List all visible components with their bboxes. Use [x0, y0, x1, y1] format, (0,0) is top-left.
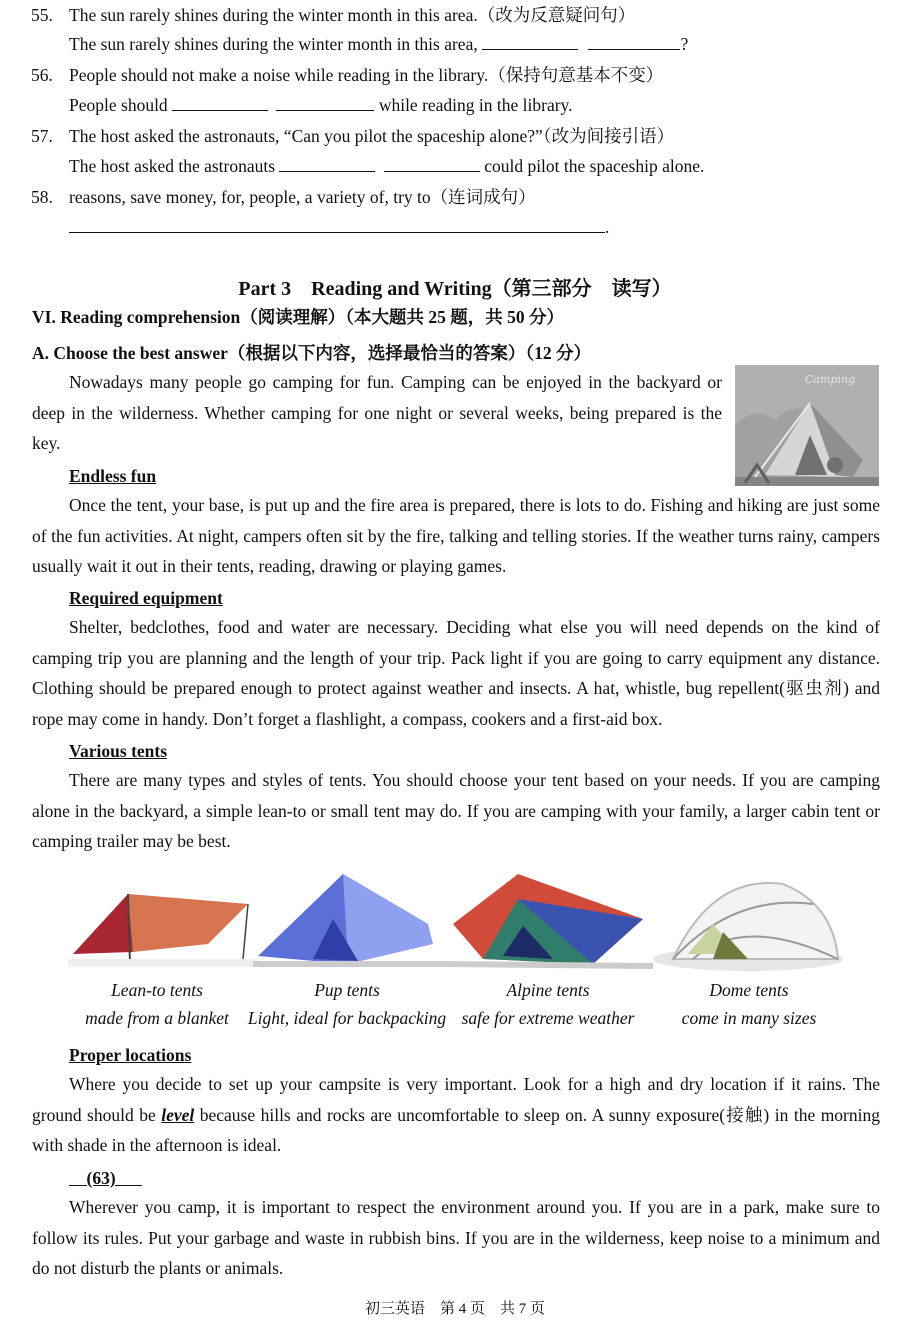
answer-blank[interactable]	[172, 94, 268, 111]
section-title: VI. Reading comprehension（阅读理解）（本大题共 25 题，共 50 分）	[32, 307, 564, 327]
question-text: The sun rarely shines during the winter month in this area.（改为反意疑问句）	[69, 5, 636, 25]
lean-to-tent-image	[68, 894, 258, 967]
heading-endless-fun: Endless fun	[69, 466, 157, 486]
question-number: 56.	[31, 65, 53, 85]
answer-prefix: The host asked the astronauts	[69, 156, 276, 176]
endless-fun-paragraph: Once the tent, your base, is put up and the fire area is prepared, there is lots to do. Fishing and hiking are just some of the fun activities. At night, campers often sit by the fire, talking and telling stories. If the weather turns rainy, campers usually wait it out in their tents, reading, drawing or playing games.	[32, 495, 880, 577]
answer-prefix: People should	[69, 95, 168, 115]
dome-tent-image	[653, 883, 843, 971]
various-tents-paragraph: There are many types and styles of tents. You should choose your tent based on your needs. If you are camping alone in the backyard, a simple lean-to or small tent may do. If you are camping with your family, a larger cabin tent or camping trailer may be best.	[32, 770, 880, 852]
answer-blank[interactable]	[588, 33, 680, 50]
question-text: People should not make a noise while reading in the library.（保持句意基本不变）	[69, 65, 664, 85]
intro-paragraph: Nowadays many people go camping for fun. Camping can be enjoyed in the backyard or deep in the wilderness. Whether camping for one night or several weeks, being prepared is the key.	[32, 372, 722, 454]
heading-various-tents: Various tents	[69, 741, 168, 761]
question-text: The host asked the astronauts, “Can you pilot the spaceship alone?”（改为间接引语）	[69, 126, 675, 146]
tent-illustrations	[68, 864, 843, 974]
tent-description: safe for extreme weather	[461, 1008, 635, 1028]
answer-blank[interactable]	[69, 216, 605, 233]
alpine-tent-image	[443, 874, 653, 966]
final-paragraph: Wherever you camp, it is important to respect the environment around you. If you are in a park, make sure to follow its rules. Put your garbage and waste in rubbish bins. If you are in the wilderness, keep noise to a minimum and do not disturb the plants or animals.	[32, 1197, 880, 1279]
answer-suffix: .	[605, 217, 610, 237]
page-footer: 初三英语 第 4 页 共 7 页	[364, 1301, 545, 1317]
keyword-level: level	[161, 1104, 195, 1125]
question-text: reasons, save money, for, people, a variety of, try to（连词成句）	[69, 187, 536, 207]
heading-proper-locations: Proper locations	[69, 1045, 192, 1065]
part-title: Part 3 Reading and Writing（第三部分 读写）	[238, 278, 672, 300]
answer-blank[interactable]	[482, 33, 578, 50]
tent-name: Pup tents	[314, 980, 380, 1000]
question-number: 55.	[31, 5, 53, 25]
tent-description: made from a blanket	[85, 1008, 229, 1028]
heading-required-equipment: Required equipment	[69, 588, 223, 608]
camping-image	[735, 365, 879, 486]
tent-description: come in many sizes	[681, 1008, 817, 1028]
camping-illustration	[735, 365, 879, 486]
image-caption: Camping	[805, 373, 856, 386]
answer-blank[interactable]	[384, 155, 480, 172]
tent-name: Lean-to tents	[111, 980, 203, 1000]
answer-suffix: could pilot the spaceship alone.	[484, 156, 705, 176]
blank-heading-63[interactable]: (63)	[86, 1168, 116, 1188]
answer-suffix: while reading in the library.	[378, 95, 573, 115]
answer-prefix: The sun rarely shines during the winter month in this area,	[69, 34, 478, 54]
tent-name: Dome tents	[709, 980, 789, 1000]
tent-description: Light, ideal for backpacking	[247, 1008, 447, 1028]
question-number: 58.	[31, 187, 53, 207]
answer-blank[interactable]	[279, 155, 375, 172]
question-number: 57.	[31, 126, 53, 146]
subsection-title: A. Choose the best answer（根据以下内容，选择最恰当的答案）（12 分）	[32, 343, 592, 363]
proper-locations-paragraph: Where you decide to set up your campsite is very important. Look for a high and dry location if it rains. The ground should be level because hills and rocks are uncomfortable to sleep on. A sunny exposure(接触) in the morning with shade in the afternoon is ideal.	[32, 1074, 880, 1156]
tent-name: Alpine tents	[506, 980, 590, 1000]
answer-blank[interactable]	[276, 94, 374, 111]
pup-tent-image	[253, 874, 443, 964]
answer-suffix: ?	[680, 34, 689, 54]
required-equipment-paragraph: Shelter, bedclothes, food and water are necessary. Deciding what else you will need depends on the kind of camping trip you are planning and the length of your trip. Pack light if you are going to carry equipment any distance. Clothing should be prepared enough to protect against weather and insects. A hat, whistle, bug repellent(驱虫剂) and rope may come in handy. Don’t forget a flashlight, a compass, cookers and a first-aid box.	[32, 617, 880, 729]
